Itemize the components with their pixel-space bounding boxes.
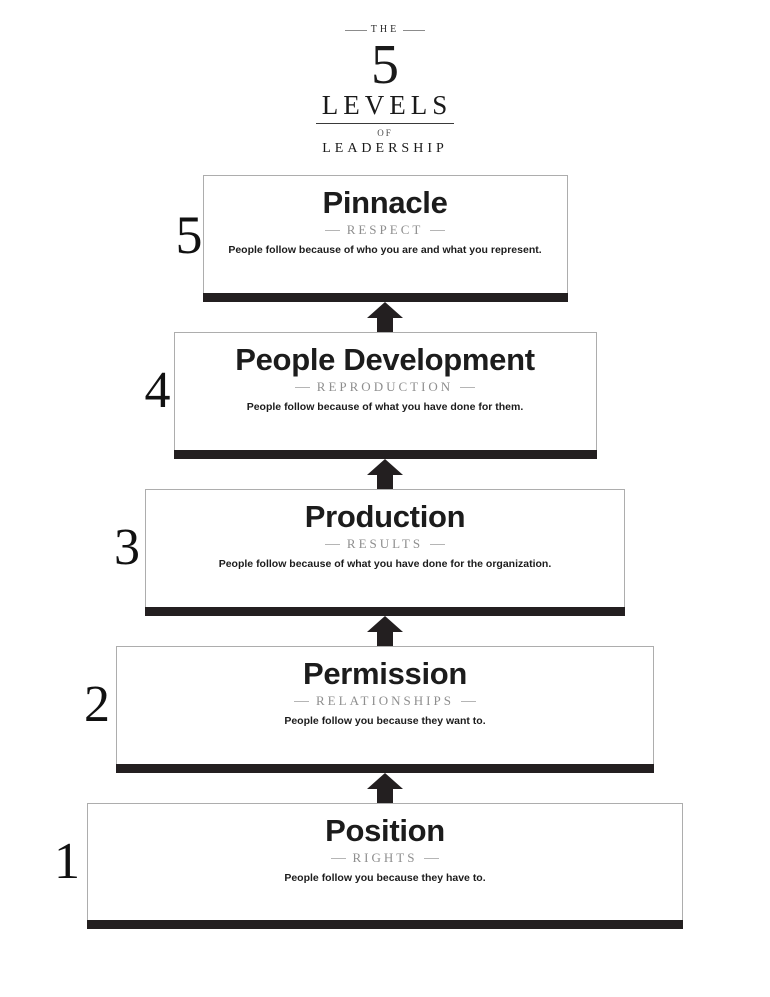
level-base-2 — [116, 764, 654, 773]
level-subtitle-5: RESPECT — [325, 222, 446, 237]
up-arrow-icon — [365, 459, 405, 489]
level-description-4: People follow because of what you have done for them. — [246, 401, 524, 413]
level-box-3 — [114, 489, 625, 607]
arrow-3-to-4 — [0, 459, 770, 489]
level-subtitle-3: RESULTS — [325, 536, 445, 551]
level-box-5 — [175, 175, 568, 293]
level-title-4: People Development — [235, 342, 535, 377]
arrow-2-to-3 — [0, 616, 770, 646]
up-arrow-icon — [365, 616, 405, 646]
level-number-1: 1 — [54, 833, 80, 890]
level-number-2: 2 — [84, 676, 110, 733]
pyramid-level-1 — [0, 803, 770, 920]
arrow-1-to-2 — [0, 773, 770, 803]
level-base-bar-wrap-5 — [0, 293, 770, 302]
level-base-4 — [174, 450, 597, 459]
base-bar-5 — [203, 293, 568, 302]
level-title-1: Position — [325, 813, 445, 848]
level-description-5: People follow because of who you are and what you represent. — [228, 244, 542, 256]
level-box-4 — [144, 332, 597, 450]
level-base-bar-wrap-2 — [0, 764, 770, 773]
level-subtitle-4: REPRODUCTION — [295, 379, 475, 394]
level-description-3: People follow because of what you have done for the organization. — [218, 558, 552, 570]
masthead-leadership: LEADERSHIP — [322, 141, 448, 156]
base-bar-1 — [87, 920, 683, 929]
up-arrow-icon — [365, 773, 405, 803]
level-title-2: Permission — [302, 656, 468, 691]
masthead-the: THE — [345, 24, 425, 36]
up-arrow-icon — [365, 302, 405, 332]
level-description-1: People follow you because they have to. — [284, 872, 486, 884]
base-bar-2 — [116, 764, 654, 773]
level-base-bar-wrap-1 — [0, 920, 770, 929]
pyramid-level-5 — [0, 175, 770, 293]
masthead-number: 5 — [371, 34, 399, 96]
masthead-of: OF — [377, 128, 393, 138]
pyramid-level-4 — [0, 332, 770, 450]
arrow-4-to-5 — [0, 302, 770, 332]
level-base-1 — [87, 920, 683, 929]
pyramid-diagram — [0, 175, 770, 929]
level-base-3 — [145, 607, 625, 616]
level-description-2: People follow you because they want to. — [284, 715, 486, 727]
level-subtitle-2: RELATIONSHIPS — [294, 693, 476, 708]
level-box-1 — [54, 803, 683, 920]
level-number-5: 5 — [175, 205, 203, 265]
level-number-4: 4 — [144, 362, 171, 419]
base-bar-3 — [145, 607, 625, 616]
base-bar-4 — [174, 450, 597, 459]
level-title-5: Pinnacle — [322, 185, 448, 220]
level-number-3: 3 — [114, 519, 140, 576]
level-subtitle-1: RIGHTS — [331, 850, 440, 865]
masthead — [0, 0, 770, 157]
pyramid-level-2 — [0, 646, 770, 764]
level-base-bar-wrap-3 — [0, 607, 770, 616]
level-base-bar-wrap-4 — [0, 450, 770, 459]
masthead-levels: LEVELS — [316, 90, 455, 124]
pyramid-level-3 — [0, 489, 770, 607]
level-base-5 — [203, 293, 568, 302]
level-title-3: Production — [304, 499, 466, 534]
level-box-2 — [84, 646, 654, 764]
